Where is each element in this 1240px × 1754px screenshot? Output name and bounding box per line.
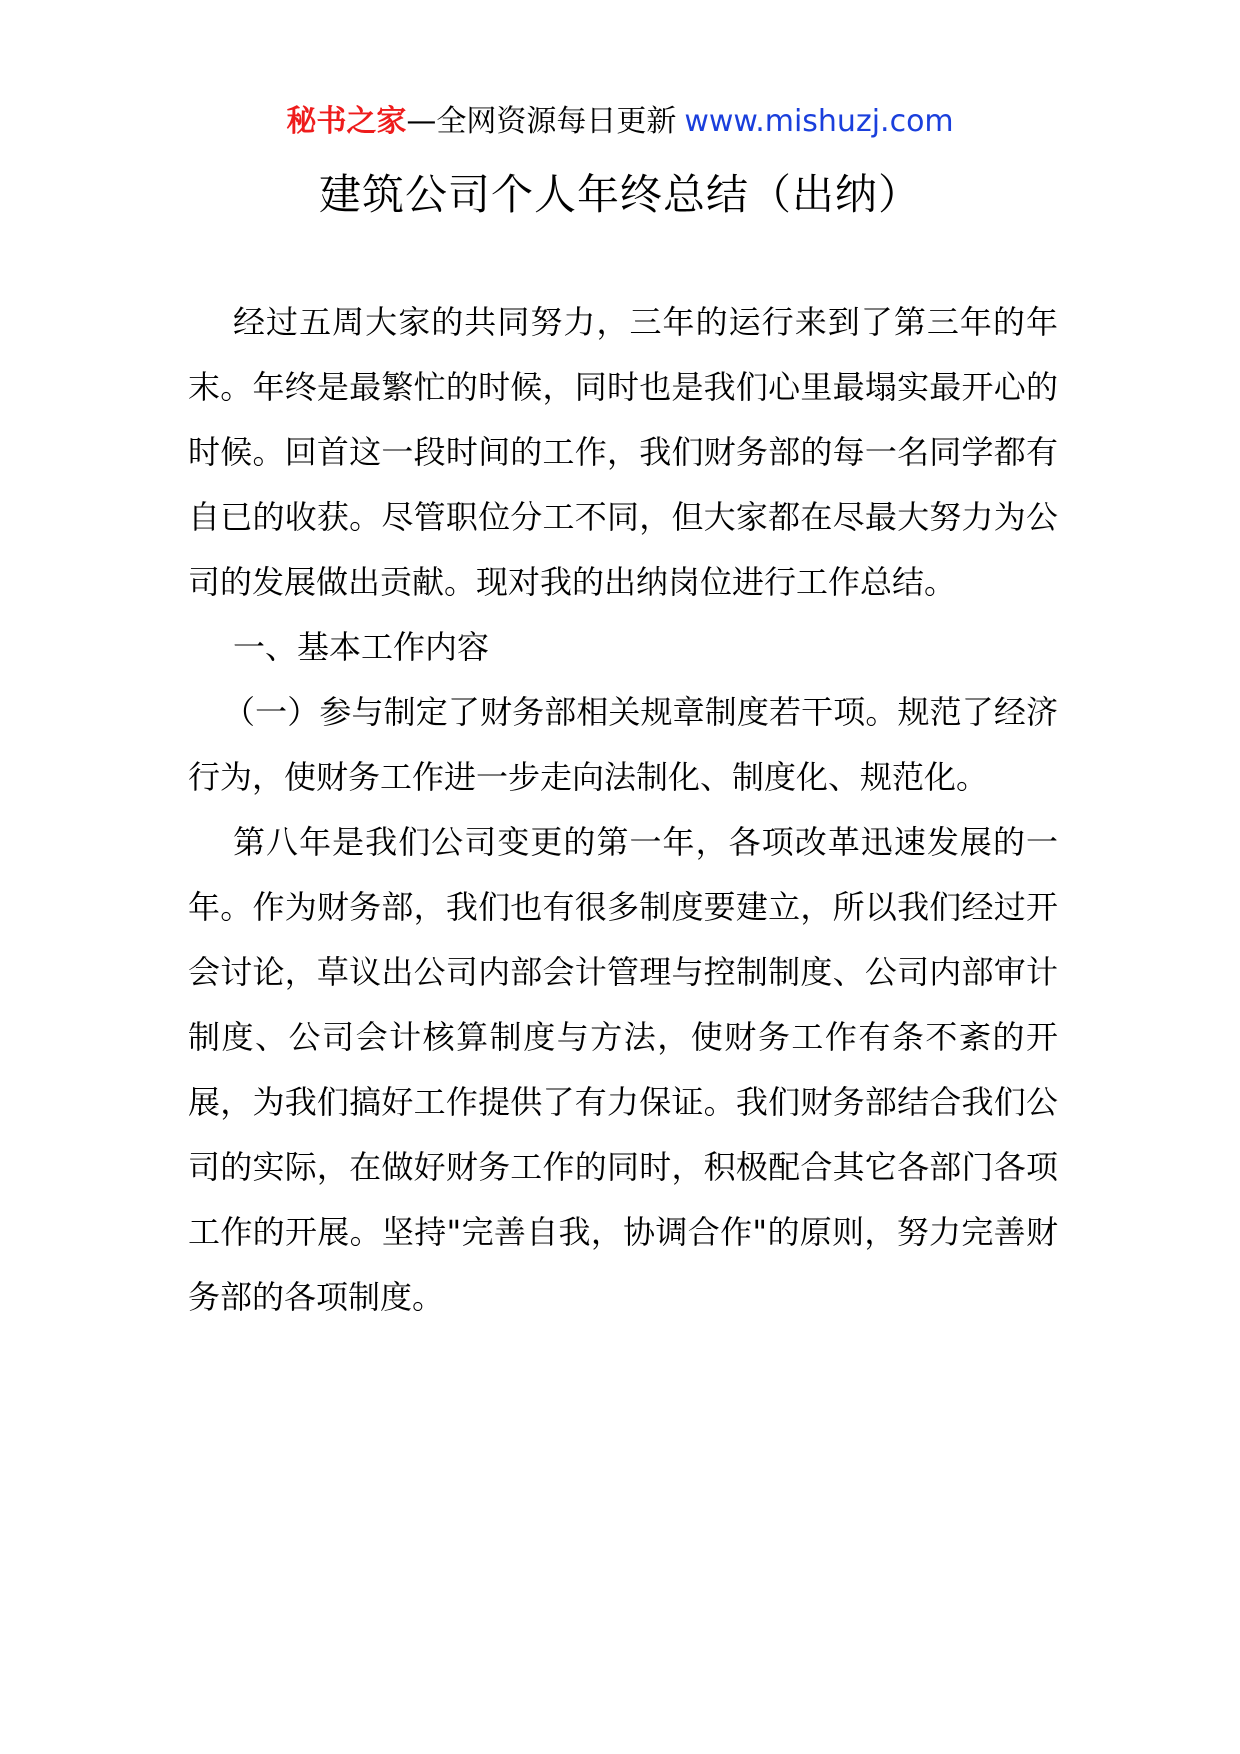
site-url-link[interactable]: www.mishuzj.com <box>684 104 954 139</box>
site-header <box>0 100 1240 144</box>
document-title: 建筑公司个人年终总结（出纳） <box>318 170 921 219</box>
document-body <box>188 290 1058 1330</box>
subsection-paragraph-rules: （一）参与制定了财务部相关规章制度若干项。规范了经济行为，使财务工作进一步走向法制化、制度化、规范化。 <box>188 693 1058 796</box>
site-tagline: —全网资源每日更新 <box>406 104 677 139</box>
brand-name: 秘书之家 <box>286 104 407 139</box>
body-paragraph-year-eight: 第八年是我们公司变更的第一年，各项改革迅速发展的一年。作为财务部，我们也有很多制度要建立，所以我们经过开会讨论，草议出公司内部会计管理与控制制度、公司内部审计制度、公司会计核算制度与方法，使财务工作有条不紊的开展，为我们搞好工作提供了有力保证。我们财务部结合我们公司的实际，在做好财务工作的同时，积极配合其它各部门各项工作的开展。坚持"完善自我，协调合作"的原则，努力完善财务部的各项制度。 <box>188 823 1058 1316</box>
intro-paragraph: 经过五周大家的共同努力，三年的运行来到了第三年的年末。年终是最繁忙的时候，同时也是我们心里最塌实最开心的时候。回首这一段时间的工作，我们财务部的每一名同学都有自已的收获。尽管职位分工不同，但大家都在尽最大努力为公司的发展做出贡献。现对我的出纳岗位进行工作总结。 <box>188 303 1058 601</box>
section-heading-basic-work: 一、基本工作内容 <box>233 628 490 666</box>
